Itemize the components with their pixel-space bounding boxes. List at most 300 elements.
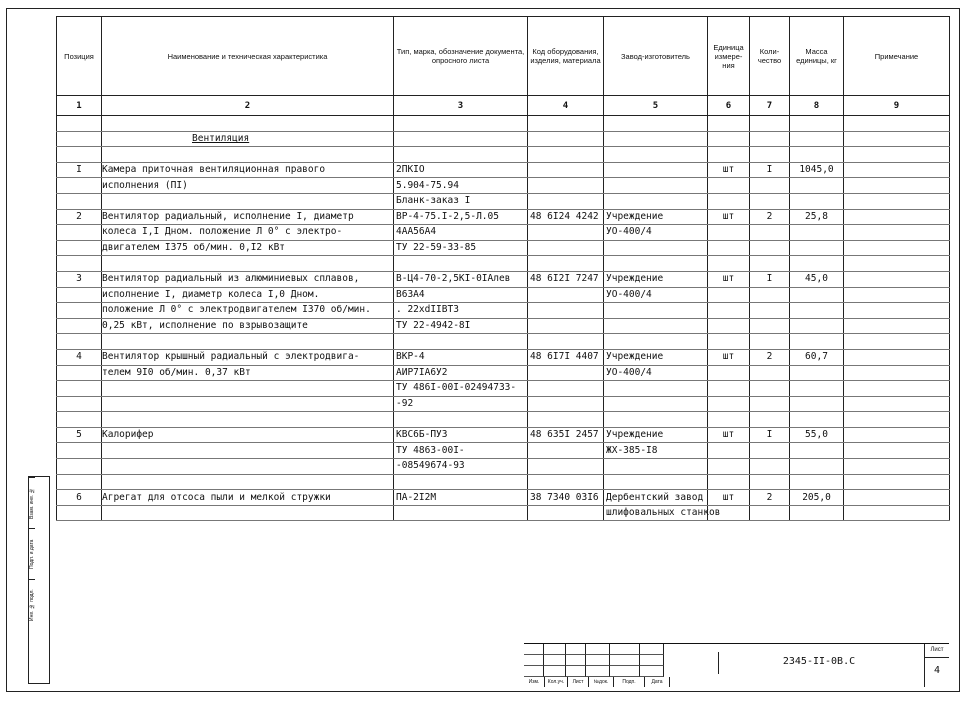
cell-unit [708,365,750,381]
cell-mass: 1045,0 [790,162,844,178]
table-row [57,365,950,381]
cell-quantity [750,116,790,132]
cell-note [844,178,950,194]
document-code: 2345-II-0В.С [718,652,919,674]
cell-mass [790,287,844,303]
cell-maker: УО-400/4 [604,365,708,381]
cell-maker [604,412,708,428]
cell-unit [708,116,750,132]
column-number: 7 [750,96,790,116]
cell-code [528,318,604,334]
cell-quantity [750,256,790,272]
cell-note [844,365,950,381]
table-row [57,505,950,521]
cell-type: В63А4 [394,287,528,303]
cell-unit [708,381,750,397]
tb-label-change: Изм. [524,677,545,687]
cell-type [394,505,528,521]
cell-position [57,474,102,490]
cell-mass [790,381,844,397]
cell-type: . 22хdIIВТ3 [394,303,528,319]
cell-code [528,256,604,272]
column-number: 9 [844,96,950,116]
cell-quantity [750,474,790,490]
cell-code [528,178,604,194]
cell-position [57,443,102,459]
cell-code [528,147,604,163]
cell-mass [790,131,844,147]
cell-unit [708,474,750,490]
cell-code [528,334,604,350]
cell-note [844,412,950,428]
cell-unit [708,256,750,272]
cell-note [844,443,950,459]
cell-type: КВС6Б-ПУ3 [394,427,528,443]
table-row [57,412,950,428]
title-block-cell [586,666,610,677]
title-block-cell [610,666,640,677]
title-block-cell [524,655,544,666]
cell-code [528,193,604,209]
table-row [57,474,950,490]
cell-unit [708,225,750,241]
title-block-cell [524,644,544,655]
cell-name: 0,25 кВт, исполнение по взрывозащите [102,318,394,334]
cell-position [57,147,102,163]
cell-code [528,303,604,319]
cell-type: В-Ц4-70-2,5КI-0IАлев [394,271,528,287]
cell-unit [708,193,750,209]
cell-maker [604,334,708,350]
cell-note [844,474,950,490]
cell-name: Вентиляция [102,131,394,147]
cell-position: 2 [57,209,102,225]
cell-quantity [750,365,790,381]
cell-mass [790,225,844,241]
cell-quantity [750,443,790,459]
cell-maker: шлифовальных станков [604,505,708,521]
cell-quantity: I [750,427,790,443]
cell-maker [604,396,708,412]
cell-quantity: 2 [750,349,790,365]
table-row [57,271,950,287]
cell-type: Бланк-заказ I [394,193,528,209]
cell-name: исполнение I, диаметр колеса I,0 Дном. [102,287,394,303]
col-header-name: Наименование и техническая характеристика [102,17,394,96]
cell-code: 48 635I 2457 [528,427,604,443]
cell-code [528,474,604,490]
title-block-cell [566,655,586,666]
tb-label-count: Кол.уч. [545,677,568,687]
cell-code: 38 7340 03I6 [528,490,604,506]
cell-note [844,334,950,350]
cell-type: 4АА56А4 [394,225,528,241]
cell-unit: шт [708,209,750,225]
cell-type: ТУ 486I-00I-02494733- [394,381,528,397]
cell-maker [604,318,708,334]
cell-type: 2ПКIO [394,162,528,178]
col-header-unit: Единица измере-ния [708,17,750,96]
cell-name [102,443,394,459]
cell-code [528,412,604,428]
cell-type [394,131,528,147]
title-block-cell [524,666,544,677]
table-row [57,193,950,209]
cell-code [528,225,604,241]
table-row [57,318,950,334]
cell-position [57,381,102,397]
cell-quantity [750,396,790,412]
cell-mass: 205,0 [790,490,844,506]
cell-unit [708,396,750,412]
table-row [57,396,950,412]
cell-maker [604,162,708,178]
cell-maker: УО-400/4 [604,225,708,241]
col-header-mass: Масса единицы, кг [790,17,844,96]
cell-position [57,256,102,272]
cell-maker: Учреждение [604,271,708,287]
cell-name: Вентилятор радиальный из алюминиевых сплавов, [102,271,394,287]
header-row [57,17,950,96]
title-block-cell [610,644,640,655]
table-row [57,209,950,225]
cell-name: двигателем I375 об/мин. 0,I2 кВт [102,240,394,256]
cell-name: Калорифер [102,427,394,443]
cell-maker: ЖХ-385-I8 [604,443,708,459]
table-row [57,381,950,397]
column-number-row [57,96,950,116]
cell-mass [790,116,844,132]
cell-name [102,193,394,209]
cell-quantity: 2 [750,209,790,225]
cell-name: колеса I,I Дном. положение Л 0° с электро- [102,225,394,241]
cell-unit [708,412,750,428]
cell-type: ТУ 4863-00I- [394,443,528,459]
cell-name: Вентилятор крышный радиальный с электродвига- [102,349,394,365]
column-number: 3 [394,96,528,116]
cell-maker [604,303,708,319]
table-row [57,131,950,147]
cell-quantity [750,381,790,397]
cell-type [394,334,528,350]
column-number: 2 [102,96,394,116]
column-number: 6 [708,96,750,116]
cell-type: ПА-2I2М [394,490,528,506]
cell-code: 48 6I24 4242 [528,209,604,225]
cell-maker: УО-400/4 [604,287,708,303]
cell-mass [790,459,844,475]
table-row [57,349,950,365]
cell-mass [790,412,844,428]
cell-position [57,225,102,241]
column-number: 5 [604,96,708,116]
cell-note [844,505,950,521]
cell-note [844,427,950,443]
cell-position: I [57,162,102,178]
table-row [57,443,950,459]
cell-note [844,240,950,256]
tb-label-docnum: №док. [589,677,614,687]
table-row [57,178,950,194]
cell-mass [790,147,844,163]
cell-code [528,116,604,132]
title-block-cell [640,666,664,677]
cell-position [57,131,102,147]
title-block [524,643,949,687]
cell-maker [604,381,708,397]
cell-note [844,459,950,475]
cell-code [528,240,604,256]
cell-position [57,505,102,521]
sheet-number: 4 [933,665,941,676]
side-stamp-field: Подп. и дата [29,528,35,579]
cell-mass [790,505,844,521]
cell-code: 48 6I7I 4407 [528,349,604,365]
cell-code: 48 6I2I 7247 [528,271,604,287]
cell-name [102,116,394,132]
cell-code [528,443,604,459]
side-stamp-field: Взам. инв. № [29,477,35,528]
cell-note [844,303,950,319]
table-row [57,490,950,506]
cell-quantity [750,505,790,521]
col-header-quantity: Коли-чество [750,17,790,96]
cell-position: 3 [57,271,102,287]
cell-mass [790,303,844,319]
cell-position [57,116,102,132]
cell-mass: 25,8 [790,209,844,225]
cell-mass [790,474,844,490]
cell-mass: 45,0 [790,271,844,287]
cell-name [102,381,394,397]
title-block-cell [544,644,566,655]
cell-mass: 60,7 [790,349,844,365]
cell-name [102,147,394,163]
cell-type: ТУ 22-59-33-85 [394,240,528,256]
title-block-cell [566,644,586,655]
col-header-type: Тип, марка, обозначение документа, опросного листа [394,17,528,96]
cell-mass [790,443,844,459]
cell-code [528,287,604,303]
table-row [57,287,950,303]
cell-code [528,162,604,178]
cell-quantity [750,334,790,350]
title-block-cell [640,655,664,666]
cell-name [102,396,394,412]
cell-name: Агрегат для отсоса пыли и мелкой стружки [102,490,394,506]
cell-quantity: 2 [750,490,790,506]
cell-maker [604,193,708,209]
side-stamp-field: Инв. № подл. [29,579,35,630]
cell-note [844,209,950,225]
cell-position [57,459,102,475]
cell-unit [708,147,750,163]
cell-code [528,381,604,397]
specification-table [56,16,950,521]
column-number: 4 [528,96,604,116]
cell-name: Камера приточная вентиляционная правого [102,162,394,178]
cell-maker [604,240,708,256]
cell-quantity [750,240,790,256]
cell-position [57,396,102,412]
cell-code [528,365,604,381]
cell-note [844,225,950,241]
title-block-cell [566,666,586,677]
column-number: 8 [790,96,844,116]
sheet-number-box [924,644,949,687]
cell-unit: шт [708,162,750,178]
cell-maker [604,459,708,475]
cell-code [528,505,604,521]
cell-type [394,256,528,272]
cell-type [394,147,528,163]
table-row [57,162,950,178]
cell-type: ВР-4-75.I-2,5-Л.05 [394,209,528,225]
cell-unit [708,178,750,194]
cell-maker [604,116,708,132]
cell-position [57,365,102,381]
cell-unit: шт [708,490,750,506]
cell-note [844,131,950,147]
cell-note [844,381,950,397]
cell-name [102,412,394,428]
cell-quantity [750,412,790,428]
tb-label-sheet: Лист [568,677,589,687]
table-row [57,147,950,163]
cell-type: 5.904-75.94 [394,178,528,194]
cell-maker [604,474,708,490]
cell-name: исполнения (ПI) [102,178,394,194]
side-stamp [28,476,50,684]
cell-position: 5 [57,427,102,443]
cell-quantity [750,178,790,194]
table-row [57,459,950,475]
cell-note [844,193,950,209]
cell-position [57,334,102,350]
cell-mass [790,256,844,272]
title-block-cell [610,655,640,666]
cell-note [844,147,950,163]
title-block-grid [524,644,700,687]
col-header-maker: Завод-изготовитель [604,17,708,96]
cell-position [57,303,102,319]
tb-label-sign: Подп. [614,677,645,687]
cell-position [57,287,102,303]
table-row [57,116,950,132]
cell-type: ТУ 22-4942-8I [394,318,528,334]
cell-name: положение Л 0° с электродвигателем I370 об/мин. [102,303,394,319]
cell-code [528,459,604,475]
cell-note [844,271,950,287]
cell-name [102,505,394,521]
cell-unit [708,303,750,319]
cell-maker [604,131,708,147]
cell-quantity [750,318,790,334]
table-row [57,427,950,443]
cell-type [394,116,528,132]
cell-unit: шт [708,349,750,365]
cell-position: 6 [57,490,102,506]
cell-quantity [750,287,790,303]
cell-quantity: I [750,162,790,178]
title-block-cell [544,655,566,666]
table-row [57,303,950,319]
col-header-code: Код оборудования, изделия, материала [528,17,604,96]
column-number: 1 [57,96,102,116]
cell-name [102,474,394,490]
cell-position [57,193,102,209]
col-header-note: Примечание [844,17,950,96]
cell-quantity [750,459,790,475]
cell-mass [790,396,844,412]
cell-position [57,240,102,256]
table-row [57,240,950,256]
cell-position: 4 [57,349,102,365]
cell-type: -08549674-93 [394,459,528,475]
cell-quantity [750,147,790,163]
cell-type: АИР7IА6У2 [394,365,528,381]
table-row [57,256,950,272]
title-block-cell [640,644,664,655]
cell-name [102,459,394,475]
cell-position [57,178,102,194]
cell-quantity [750,303,790,319]
cell-type [394,412,528,428]
cell-type: ВКР-4 [394,349,528,365]
cell-note [844,287,950,303]
tb-label-date: Дата [645,677,670,687]
cell-mass [790,178,844,194]
cell-unit [708,240,750,256]
cell-quantity [750,193,790,209]
cell-note [844,116,950,132]
cell-maker [604,256,708,272]
cell-quantity: I [750,271,790,287]
title-block-cell [586,655,610,666]
cell-position [57,318,102,334]
cell-name: Вентилятор радиальный, исполнение I, диаметр [102,209,394,225]
cell-name [102,334,394,350]
cell-maker [604,178,708,194]
cell-mass [790,365,844,381]
cell-type: -92 [394,396,528,412]
cell-type [394,474,528,490]
cell-maker: Учреждение [604,427,708,443]
cell-note [844,396,950,412]
table-row [57,225,950,241]
cell-quantity [750,225,790,241]
table-body [57,116,950,521]
cell-note [844,490,950,506]
cell-unit [708,443,750,459]
cell-maker [604,147,708,163]
title-block-cell [544,666,566,677]
cell-unit: шт [708,427,750,443]
cell-mass: 55,0 [790,427,844,443]
cell-mass [790,334,844,350]
cell-code [528,131,604,147]
cell-mass [790,240,844,256]
cell-note [844,318,950,334]
cell-mass [790,318,844,334]
title-block-cell [586,644,610,655]
cell-note [844,162,950,178]
cell-position [57,412,102,428]
cell-unit [708,131,750,147]
col-header-position: Позиция [57,17,102,96]
cell-name [102,256,394,272]
cell-unit: шт [708,271,750,287]
